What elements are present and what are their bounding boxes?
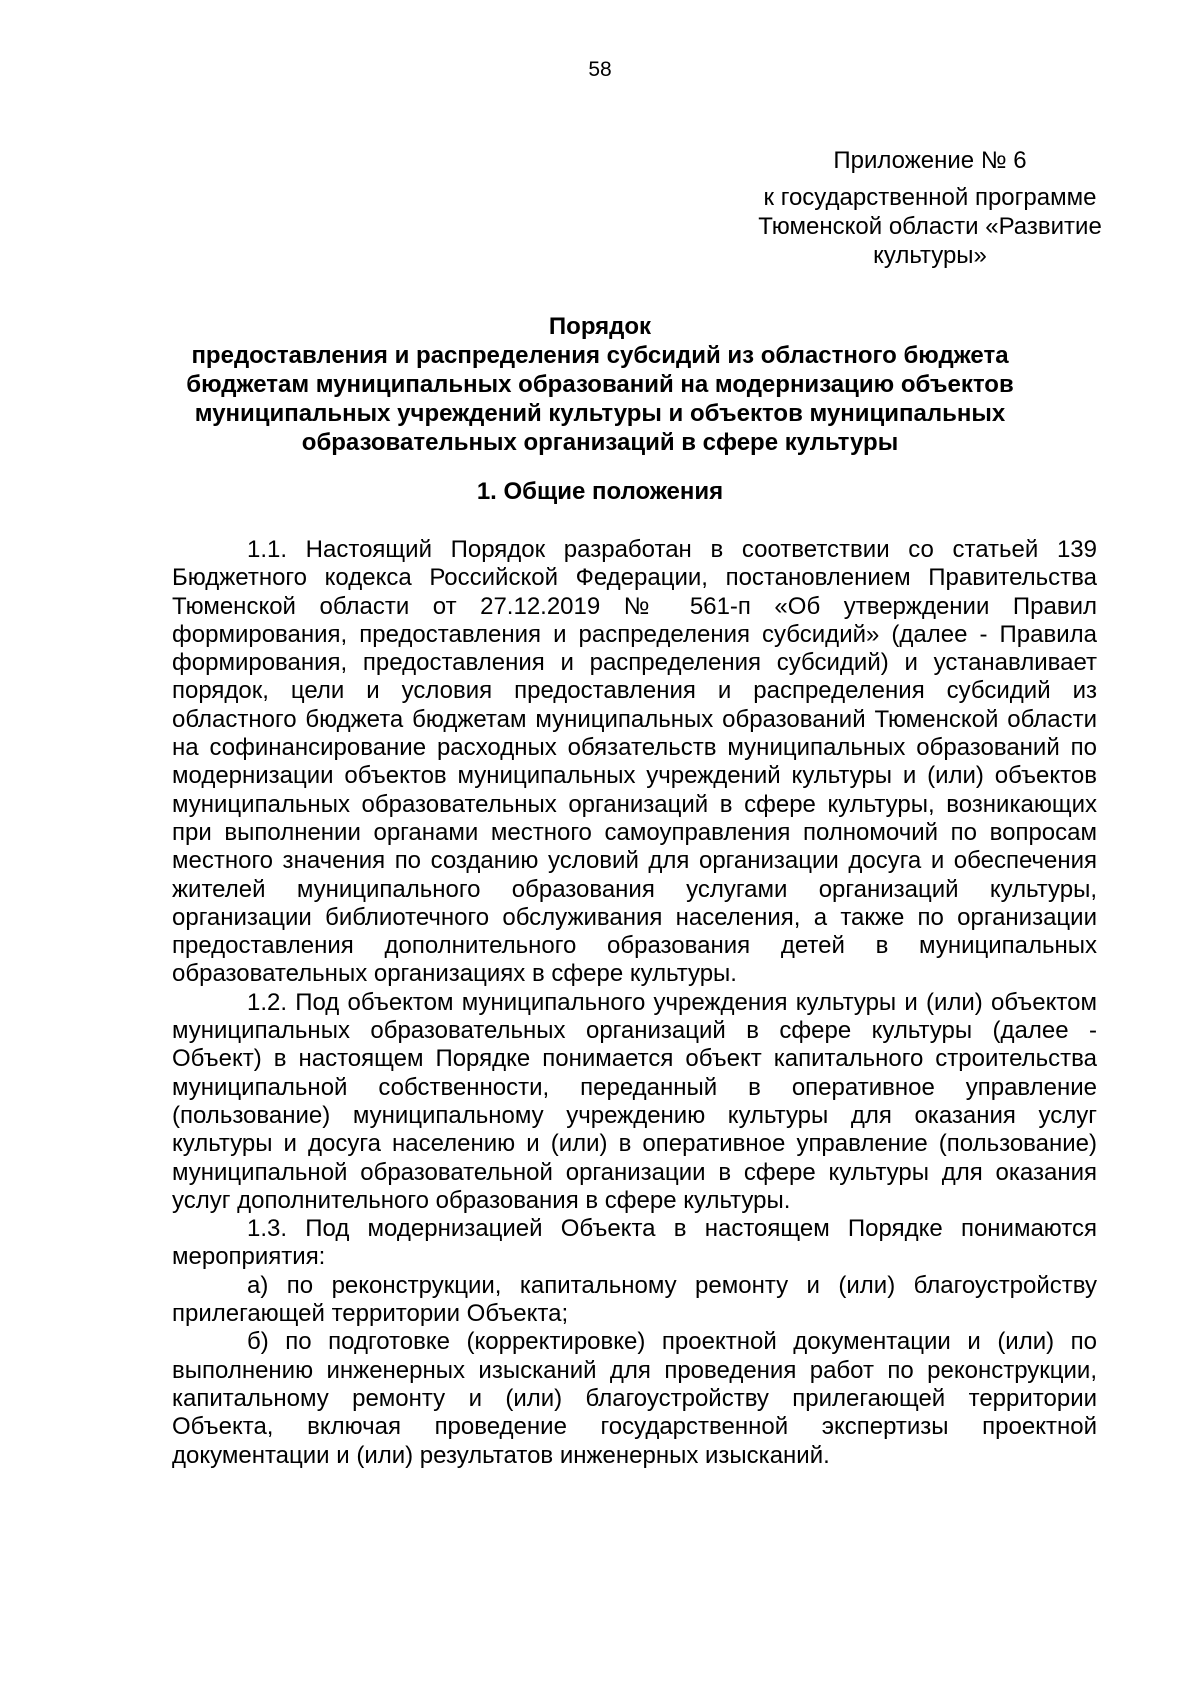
- body-text: [172, 536, 1097, 1470]
- title-line-4: муниципальных учреждений культуры и объектов муниципальных: [194, 400, 1006, 427]
- paragraph-item-b: б) по подготовке (корректировке) проектной документации и (или) по выполнению инженерных изысканий для проведения работ по реконструкции, капитальному ремонту и (или) благоустройству прилегающей территории Объекта, включая проведение государственной экспертизы проектной документации и (или) результатов инженерных изысканий.: [172, 1328, 1097, 1469]
- paragraph-1-3: 1.3. Под модернизацией Объекта в настоящем Порядке понимаются мероприятия:: [172, 1215, 1097, 1271]
- page-number: 58: [588, 58, 612, 81]
- paragraph-1-2: 1.2. Под объектом муниципального учреждения культуры и (или) объектом муниципальных образовательных организаций в сфере культуры (далее - Объект) в настоящем Порядке понимается объект капитального строительства муниципальной собственности, переданный в оперативное управление (пользование) муниципальному учреждению культуры для оказания услуг культуры и досуга населению и (или) в оперативное управление (пользование) муниципальной образовательной организации в сфере культуры для оказания услуг дополнительного образования в сфере культуры.: [172, 988, 1097, 1214]
- paragraph-item-a: а) по реконструкции, капитальному ремонту и (или) благоустройству прилегающей территории Объекта;: [172, 1271, 1097, 1328]
- title-line-3: бюджетам муниципальных образований на модернизацию объектов: [186, 371, 1014, 398]
- title-line-2: предоставления и распределения субсидий из областного бюджета: [191, 342, 1009, 369]
- appendix-block: [725, 146, 1135, 270]
- title-line-1: Порядок: [548, 313, 652, 340]
- section-heading: 1. Общие положения: [476, 478, 724, 505]
- document-title: [150, 312, 1050, 457]
- appendix-line-3: культуры»: [873, 242, 987, 269]
- appendix-line-2: Тюменской области «Развитие: [758, 213, 1102, 240]
- appendix-line-1: к государственной программе: [763, 184, 1097, 211]
- title-line-5: образовательных организаций в сфере культуры: [301, 429, 899, 456]
- paragraph-1-1: 1.1. Настоящий Порядок разработан в соответствии со статьей 139 Бюджетного кодекса Российской Федерации, постановлением Правительства Тюменской области от 27.12.2019 № 561-п «Об утверждении Правил формирования, предоставления и распределения субсидий» (далее - Правила формирования, предоставления и распределения субсидий) и устанавливает порядок, цели и условия предоставления и распределения субсидий из областного бюджета бюджетам муниципальных образований Тюменской области на софинансирование расходных обязательств муниципальных образований по модернизации объектов муниципальных учреждений культуры и (или) объектов муниципальных образовательных организаций в сфере культуры, возникающих при выполнении органами местного самоуправления полномочий по вопросам местного значения по созданию условий для организации досуга и обеспечения жителей муниципального образования услугами организаций культуры, организации библиотечного обслуживания населения, а также по организации предоставления дополнительного образования детей в муниципальных образовательных организациях в сфере культуры.: [172, 536, 1097, 988]
- appendix-label: Приложение № 6: [833, 147, 1027, 174]
